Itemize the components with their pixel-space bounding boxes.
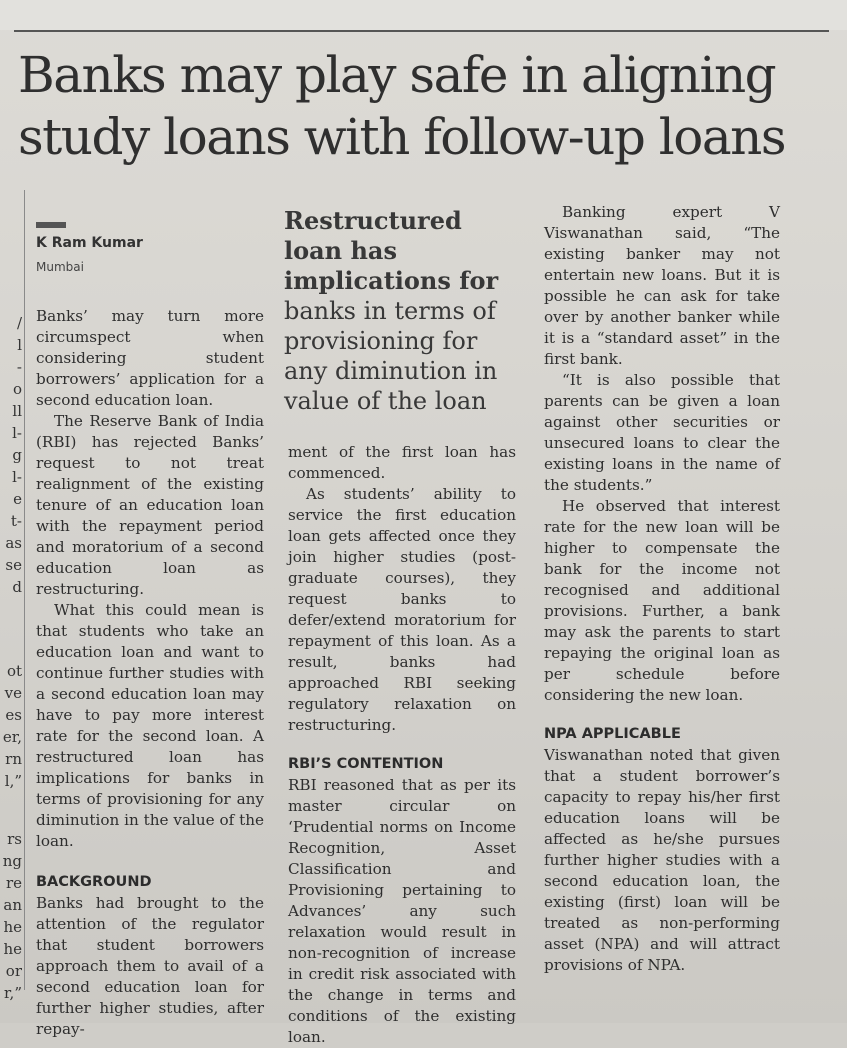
- left-fragment: es: [5, 706, 22, 724]
- left-fragment: ot: [6, 662, 22, 680]
- byline-author: K Ram Kumar: [36, 235, 143, 251]
- left-fragment: o: [12, 380, 22, 398]
- left-fragment: rn: [5, 750, 22, 768]
- headline: Banks may play safe in aligning study loans with follow-up loans: [18, 46, 785, 166]
- paragraph: Banking expert V Viswanathan said, “The existing banker may not entertain new loans. But it is possible he can ask for take over by another banker while it is a “standard asset” in the first bank.: [544, 203, 780, 368]
- left-fragment: an: [3, 896, 22, 914]
- paragraph: Banks had brought to the attention of the regulator that student borrowers approach them to avail of a second education loan for further higher studies, after repay-: [36, 894, 264, 1038]
- left-fragment: g: [12, 446, 22, 464]
- paragraph: “It is also possible that parents can be given a loan against other securities or unsecured loans to clear the existing loans in the name of the students.”: [544, 371, 780, 494]
- pull-quote-text: banks in terms of provisioning for any diminution in value of the loan: [284, 297, 498, 415]
- left-fragment: ve: [4, 684, 22, 702]
- subheading: RBI’S CONTENTION: [288, 756, 444, 772]
- column-2: [288, 442, 516, 1048]
- column-3: [544, 202, 780, 976]
- paragraph: The Reserve Bank of India (RBI) has rejected Banks’ request to not treat realignment of the existing tenure of an education loan with the repayment period and moratorium of a second education loan as restructuring.: [36, 412, 264, 598]
- left-fragment: e: [13, 490, 22, 508]
- byline-place: Mumbai: [36, 260, 84, 274]
- paragraph: What this could mean is that students who take an education loan and want to continue further studies with a second education loan may have to pay more interest rate for the second loan. A restructured loan has implications for banks in terms of provisioning for any diminution in the value of the loan.: [36, 601, 264, 850]
- paragraph: He observed that interest rate for the new loan will be higher to compensate the bank for the income not recognised and additional provisions. Further, a bank may ask the parents to start repaying the original loan as per schedule before considering the new loan.: [544, 497, 780, 704]
- left-fragment: l-: [12, 424, 22, 442]
- left-fragment: ll: [12, 402, 22, 420]
- left-fragment: l-: [12, 468, 22, 486]
- top-rule: [14, 30, 829, 32]
- left-fragment: l,”: [4, 772, 22, 790]
- left-fragment: t-: [10, 512, 22, 530]
- paragraph: RBI reasoned that as per its master circular on ‘Prudential norms on Income Recognition, Asset Classification and Provisioning pertaining to Advances’ any such relaxation would result in non-recognition of increase in credit risk associated with the change in terms and conditions of the existing loan.: [288, 776, 516, 1046]
- top-margin: [0, 0, 847, 30]
- left-fragment: /: [16, 314, 22, 332]
- left-fragment: er,: [2, 728, 22, 746]
- left-fragment: or: [5, 962, 22, 980]
- paragraph: ment of the first loan has commenced.: [288, 443, 516, 482]
- left-fragment: r,”: [4, 984, 22, 1002]
- left-fragment: rs: [7, 830, 22, 848]
- left-fragment: as: [5, 534, 22, 552]
- pull-quote-bold: Restructured loan has implications for: [284, 206, 499, 295]
- left-fragment: d: [12, 578, 22, 596]
- left-fragment: he: [3, 918, 22, 936]
- left-fragment: he: [3, 940, 22, 958]
- left-fragment: l: [17, 336, 22, 354]
- left-fragment: ng: [2, 852, 22, 870]
- pull-quote: [284, 206, 504, 416]
- paragraph: Banks’ may turn more circumspect when considering student borrowers’ application for a second education loan.: [36, 307, 264, 409]
- adjacent-column-edge: [0, 190, 25, 1002]
- column-1: [36, 306, 264, 1040]
- paragraph: As students’ ability to service the first education loan gets affected once they join higher studies (post-graduate courses), they request banks to defer/extend moratorium for repayment of this loan. As a result, banks had approached RBI seeking regulatory relaxation on restructuring.: [288, 485, 516, 734]
- subheading: NPA APPLICABLE: [544, 726, 681, 742]
- subheading: BACKGROUND: [36, 874, 152, 890]
- left-fragment: se: [5, 556, 22, 574]
- paragraph: Viswanathan noted that given that a student borrower’s capacity to repay his/her first education loans will be affected as he/she pursues further higher studies with a second education loan, the existing (first) loan will be treated as non-performing asset (NPA) and will attract provisions of NPA.: [544, 746, 780, 974]
- byline-rule: [36, 222, 66, 228]
- left-fragment: re: [5, 874, 22, 892]
- left-fragment: -: [16, 358, 22, 376]
